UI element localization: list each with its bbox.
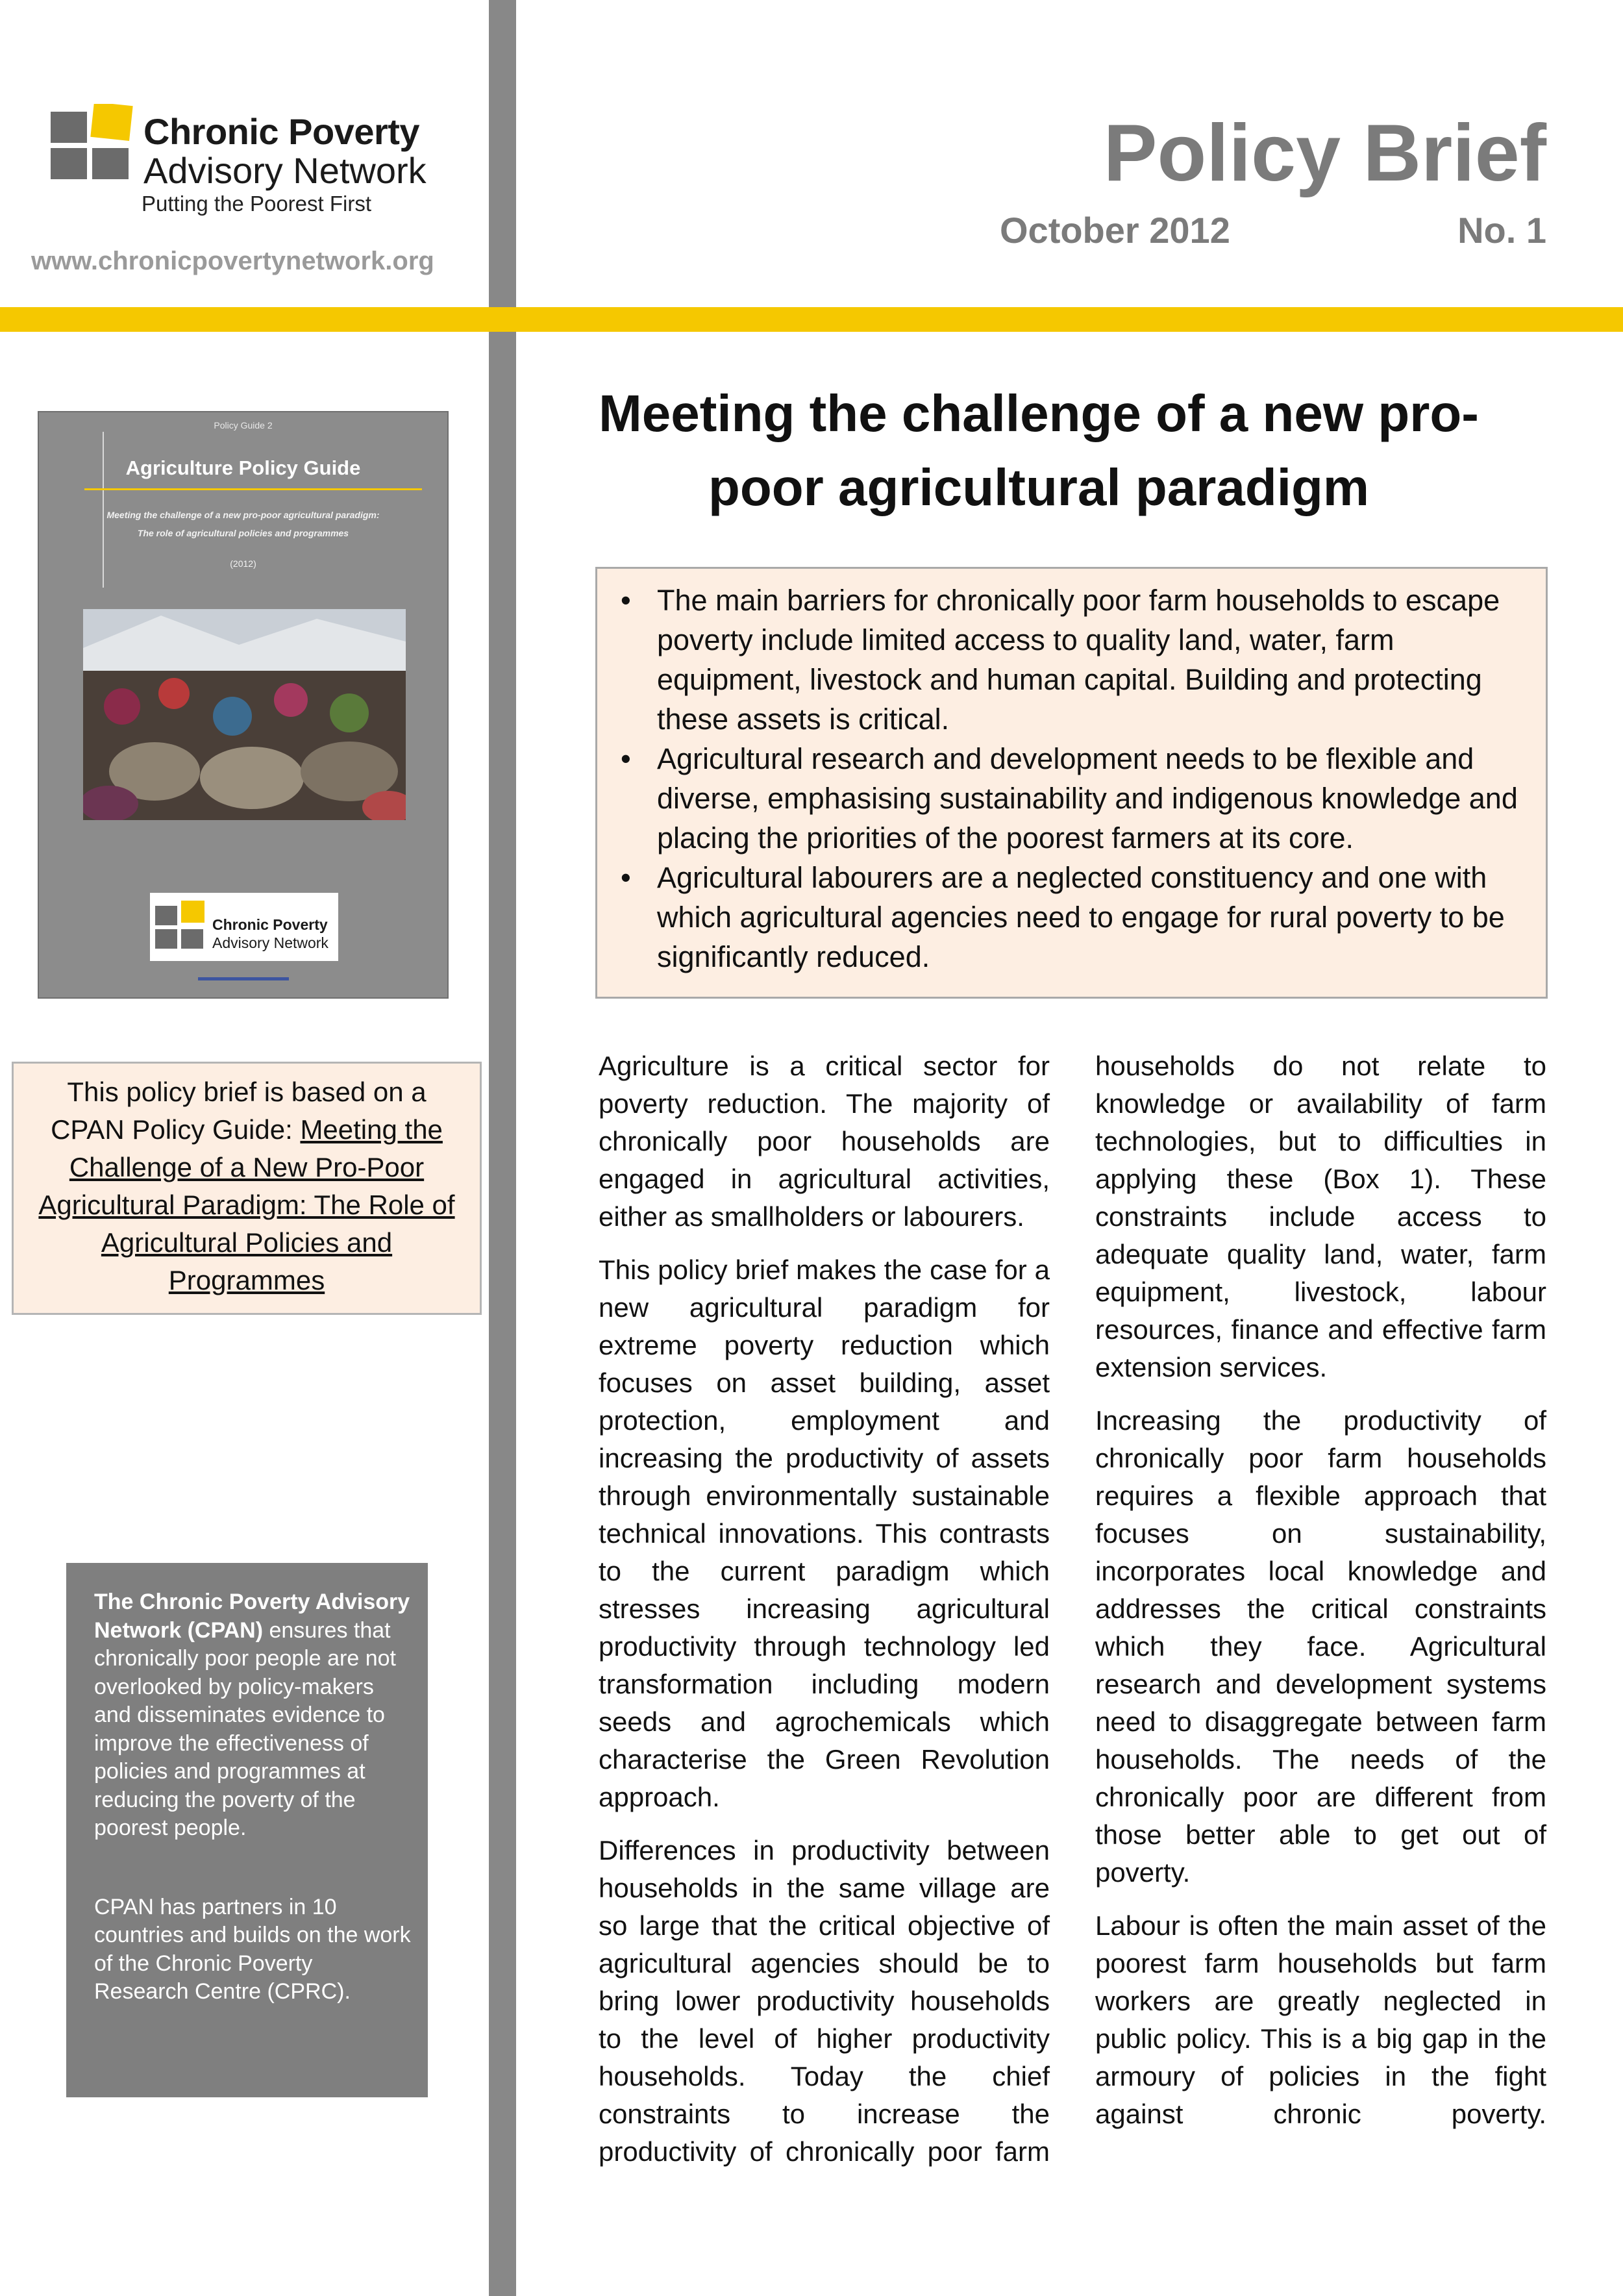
based-on-intro: This policy brief is based on a CPAN Policy Guide: (51, 1077, 427, 1145)
cpan-logo-mark-icon (51, 104, 135, 182)
cover-title: Agriculture Policy Guide (125, 456, 361, 479)
cpan-partners: CPAN has partners in 10 countries and builds on the work of the Chronic Poverty Research Centre (CPRC). (94, 1894, 411, 2004)
page-title-line1: Meeting the challenge of a new pro- (599, 384, 1479, 442)
website-url[interactable]: www.chronicpovertynetwork.org (31, 247, 434, 275)
body-paragraph: Labour is often the main asset of the poorest farm households but farm workers are greatly neglected in public policy. This is a big gap in the armoury of policies in the fight against chronic poverty. (1095, 1910, 1546, 2129)
cpan-description-text: ensures that chronically poor people are not overlooked by policy-makers and disseminates evidence to improve the effectiveness of policies and programmes at reducing the poverty of the poorest people. (94, 1617, 396, 1840)
cpan-description (94, 1588, 412, 1843)
cover-logo-line2: Advisory Network (212, 934, 328, 951)
body-paragraph: Differences in productivity between households in the same village are so large that the critical objective of agricultural agencies should be to bring lower productivity households to the level of higher productivity households. Today the chief constraints to increase the productivity of chronically poor farm (599, 1835, 1050, 2167)
key-points-list (597, 569, 1546, 977)
yellow-band (0, 307, 1623, 332)
cover-url-line (198, 977, 289, 980)
policy-guide-cover-image (38, 411, 449, 999)
cover-year: (2012) (230, 558, 256, 569)
cover-subtitle-line2: The role of agricultural policies and programmes (137, 528, 349, 538)
cover-yellow-rule (84, 488, 422, 490)
logo-name-line1: Chronic Poverty (143, 111, 420, 152)
key-point-2: • Agricultural research and development needs to be flexible and diverse, emphasising sustainability and indigenous knowledge and placing the priorities of the poorest farmers at its core. (657, 739, 1526, 858)
body-paragraph: Agriculture is a critical sector for poverty reduction. The majority of chronically poor households are engaged in agricultural activities, either as smallholders or labourers. (599, 1051, 1050, 1232)
key-point-1: • The main barriers for chronically poor farm households to escape poverty include limited access to quality land, water, farm equipment, livestock and human capital. Building and protecting these assets is critical. (657, 580, 1526, 739)
body-paragraph: This policy brief makes the case for a new agricultural paradigm for extreme poverty reduction which focuses on asset building, asset protection, employment and increasing the productivity of assets through environmentally sustainable technical innovations. This contrasts to the current paradigm which stresses increasing agricultural productivity through technology led transformation including modern seeds and agrochemicals which characterise the Green Revolution approach. (599, 1254, 1050, 1812)
cpan-logo (51, 104, 466, 221)
market-photo-icon (83, 609, 406, 820)
body-column-1 (599, 1047, 1050, 2186)
body-paragraph: Increasing the productivity of chronically poor farm households requires a flexible approach that focuses on sustainability, incorporates local knowledge and addresses the critical constraints which they face. Agricultural research and development systems need to disaggregate between farm households. The needs of the chronically poor are different from those better able to get out of poverty. (1095, 1405, 1546, 1888)
key-points-box (595, 567, 1548, 999)
page-title (539, 377, 1539, 525)
body-paragraph: households do not relate to knowledge or availability of farm technologies, but to difficulties in applying these (Box 1). These constraints include access to adequate quality land, water, farm equipment, livestock, labour resources, finance and effective farm extension services. (1095, 1051, 1546, 1382)
cover-logo (150, 893, 338, 961)
cpan-about-box (66, 1563, 428, 2097)
cover-series: Policy Guide 2 (214, 420, 273, 430)
page-title-line2: poor agricultural paradigm (708, 458, 1369, 516)
based-on-box (12, 1062, 482, 1315)
vertical-grey-bar (489, 0, 516, 2296)
issue-number: No. 1 (1457, 210, 1546, 251)
cover-logo-line1: Chronic Poverty (212, 916, 328, 933)
logo-name-line2: Advisory Network (143, 150, 427, 191)
key-point-3: • Agricultural labourers are a neglected constituency and one with which agricultural agencies need to engage for rural poverty to be significantly reduced. (657, 858, 1526, 977)
cover-subtitle-line1: Meeting the challenge of a new pro-poor agricultural paradigm: (106, 510, 380, 520)
body-column-2 (1095, 1047, 1546, 2149)
policy-guide-link[interactable]: Meeting the Challenge of a New Pro-Poor Agricultural Paradigm: The Role of Agricultural Policies and Programmes (38, 1114, 455, 1295)
logo-tagline: Putting the Poorest First (142, 192, 371, 216)
issue-date: October 2012 (1000, 210, 1230, 251)
doc-type-title: Policy Brief (1103, 108, 1546, 198)
cover-logo-mark-icon (155, 901, 207, 953)
cpan-org-name: The Chronic Poverty Advisory Network (CPAN) (94, 1590, 410, 1643)
based-on-text (14, 1073, 480, 1299)
